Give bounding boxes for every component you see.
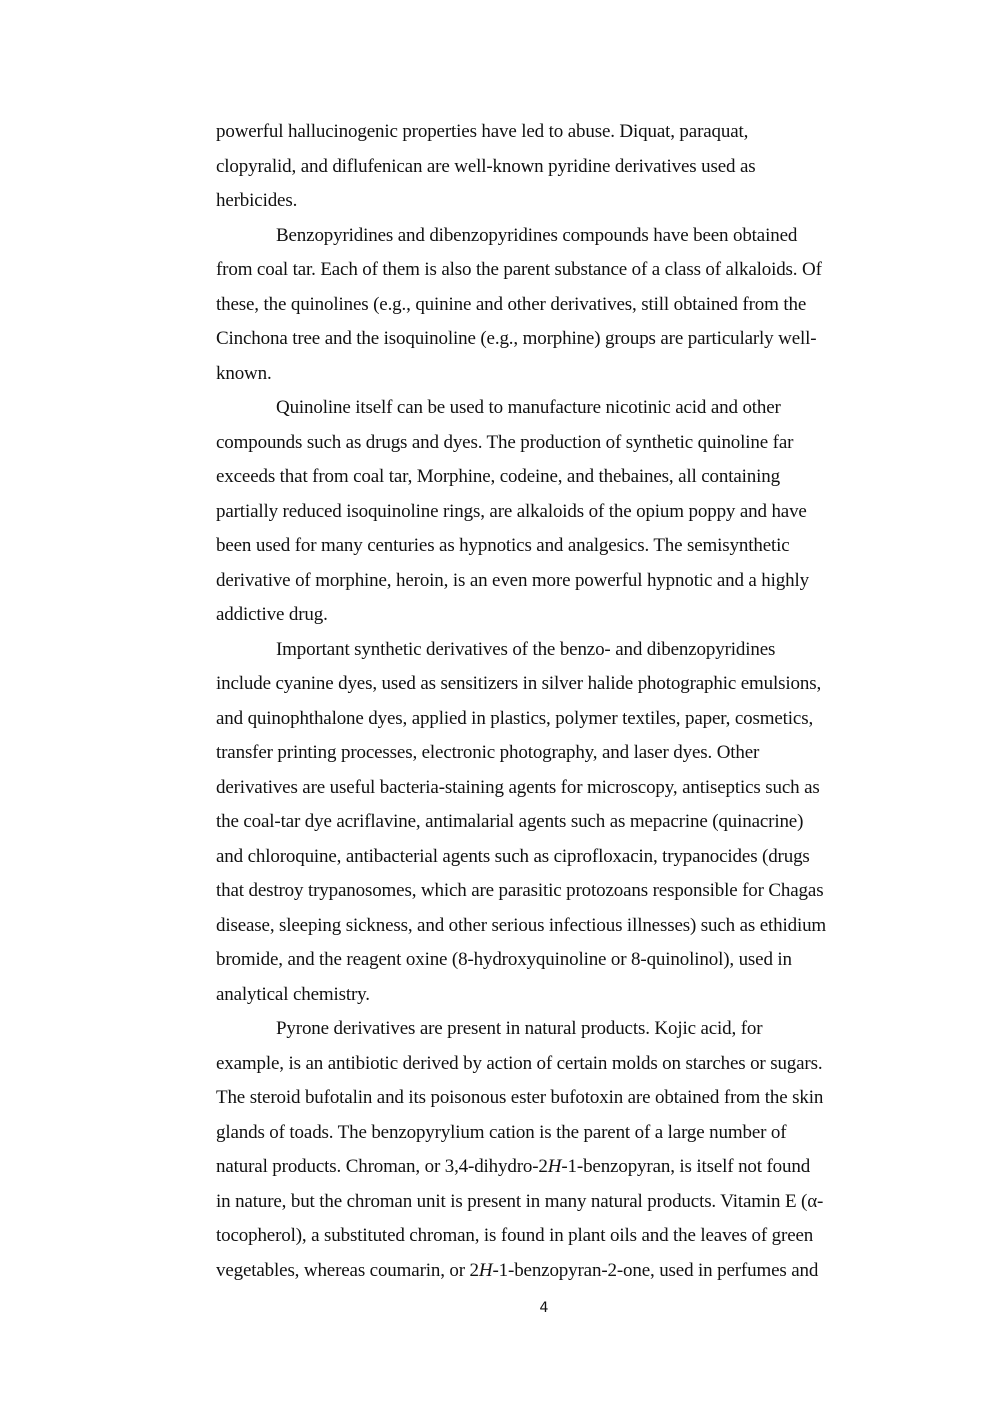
- text-line: [216, 150, 896, 185]
- text-segment: known.: [216, 362, 272, 384]
- text-line: [216, 1150, 896, 1185]
- text-segment: been used for many centuries as hypnotics and analgesics. The semisynthetic: [216, 535, 790, 556]
- text-segment: in nature, but the chroman unit is present in many natural products. Vitamin E (α-: [216, 1190, 824, 1212]
- body-text: [216, 115, 896, 1288]
- text-segment: -1-benzopyran, is itself not found: [561, 1156, 811, 1177]
- text-line: [216, 943, 896, 978]
- text-line: [216, 529, 896, 564]
- text-segment: Important synthetic derivatives of the benzo- and dibenzopyridines: [276, 638, 776, 660]
- text-segment: vegetables, whereas coumarin, or 2: [216, 1259, 479, 1281]
- text-line: [216, 909, 896, 944]
- text-segment: Cinchona tree and the isoquinoline (e.g., morphine) groups are particularly well-: [216, 328, 817, 349]
- text-segment: derivatives are useful bacteria-staining agents for microscopy, antiseptics such as: [216, 776, 820, 798]
- text-segment: derivative of morphine, heroin, is an even more powerful hypnotic and a highly: [216, 569, 809, 591]
- text-line: [216, 184, 896, 219]
- text-line: [216, 357, 896, 392]
- text-segment: tocopherol), a substituted chroman, is found in plant oils and the leaves of green: [216, 1225, 814, 1246]
- text-segment: transfer printing processes, electronic photography, and laser dyes. Other: [216, 742, 760, 763]
- text-segment: partially reduced isoquinoline rings, are alkaloids of the opium poppy and have: [216, 500, 807, 522]
- text-segment: example, is an antibiotic derived by action of certain molds on starches or sugars.: [216, 1052, 823, 1074]
- text-line: [216, 564, 896, 599]
- text-line: [216, 288, 896, 323]
- text-line: [216, 1185, 896, 1220]
- paragraph: [216, 391, 896, 633]
- paragraph: [216, 115, 896, 219]
- text-segment: bromide, and the reagent oxine (8-hydroxyquinoline or 8-quinolinol), used in: [216, 949, 792, 970]
- text-line: [216, 426, 896, 461]
- text-line: [216, 495, 896, 530]
- text-segment: exceeds that from coal tar, Morphine, codeine, and thebaines, all containing: [216, 466, 780, 487]
- text-line: [216, 633, 896, 668]
- text-segment: from coal tar. Each of them is also the parent substance of a class of alkaloids. Of: [216, 259, 822, 280]
- text-line: [216, 219, 896, 254]
- italic-text: H: [478, 1259, 493, 1281]
- text-line: [216, 598, 896, 633]
- text-line: [216, 1012, 896, 1047]
- text-segment: analytical chemistry.: [216, 983, 370, 1005]
- text-segment: disease, sleeping sickness, and other serious infectious illnesses) such as ethidium: [216, 914, 827, 936]
- text-segment: -1-benzopyran-2-one, used in perfumes and: [492, 1259, 819, 1281]
- text-line: [216, 253, 896, 288]
- paragraph: [216, 1012, 896, 1288]
- text-segment: and quinophthalone dyes, applied in plastics, polymer textiles, paper, cosmetics,: [216, 707, 814, 729]
- text-segment: addictive drug.: [216, 604, 328, 625]
- text-line: [216, 391, 896, 426]
- paragraph: [216, 219, 896, 392]
- text-segment: include cyanine dyes, used as sensitizers in silver halide photographic emulsions,: [216, 673, 822, 694]
- text-segment: compounds such as drugs and dyes. The production of synthetic quinoline far: [216, 431, 794, 453]
- text-segment: herbicides.: [216, 190, 298, 211]
- text-segment: The steroid bufotalin and its poisonous ester bufotoxin are obtained from the skin: [216, 1087, 824, 1108]
- paragraph: [216, 633, 896, 1013]
- page-number: 4: [539, 1300, 549, 1316]
- text-line: [216, 322, 896, 357]
- text-segment: Benzopyridines and dibenzopyridines compounds have been obtained: [276, 224, 798, 246]
- text-line: [216, 702, 896, 737]
- text-line: [216, 115, 896, 150]
- text-segment: these, the quinolines (e.g., quinine and other derivatives, still obtained from the: [216, 293, 807, 315]
- text-line: [216, 667, 896, 702]
- text-line: [216, 840, 896, 875]
- text-segment: powerful hallucinogenic properties have led to abuse. Diquat, paraquat,: [216, 121, 749, 142]
- text-line: [216, 805, 896, 840]
- text-line: [216, 1047, 896, 1082]
- text-line: [216, 460, 896, 495]
- italic-text: H: [547, 1156, 562, 1177]
- text-segment: natural products. Chroman, or 3,4-dihydro-2: [216, 1156, 548, 1177]
- text-segment: that destroy trypanosomes, which are parasitic protozoans responsible for Chagas: [216, 880, 824, 901]
- text-segment: glands of toads. The benzopyrylium cation is the parent of a large number of: [216, 1121, 787, 1143]
- text-line: [216, 874, 896, 909]
- text-segment: the coal-tar dye acriflavine, antimalarial agents such as mepacrine (quinacrine): [216, 811, 804, 832]
- text-line: [216, 1254, 896, 1289]
- text-segment: clopyralid, and diflufenican are well-known pyridine derivatives used as: [216, 155, 756, 177]
- text-line: [216, 771, 896, 806]
- text-line: [216, 978, 896, 1013]
- text-segment: Quinoline itself can be used to manufacture nicotinic acid and other: [276, 397, 781, 418]
- text-segment: Pyrone derivatives are present in natural products. Kojic acid, for: [276, 1018, 763, 1039]
- text-line: [216, 1116, 896, 1151]
- text-segment: and chloroquine, antibacterial agents such as ciprofloxacin, trypanocides (drugs: [216, 845, 810, 867]
- text-line: [216, 1081, 896, 1116]
- text-line: [216, 1219, 896, 1254]
- text-line: [216, 736, 896, 771]
